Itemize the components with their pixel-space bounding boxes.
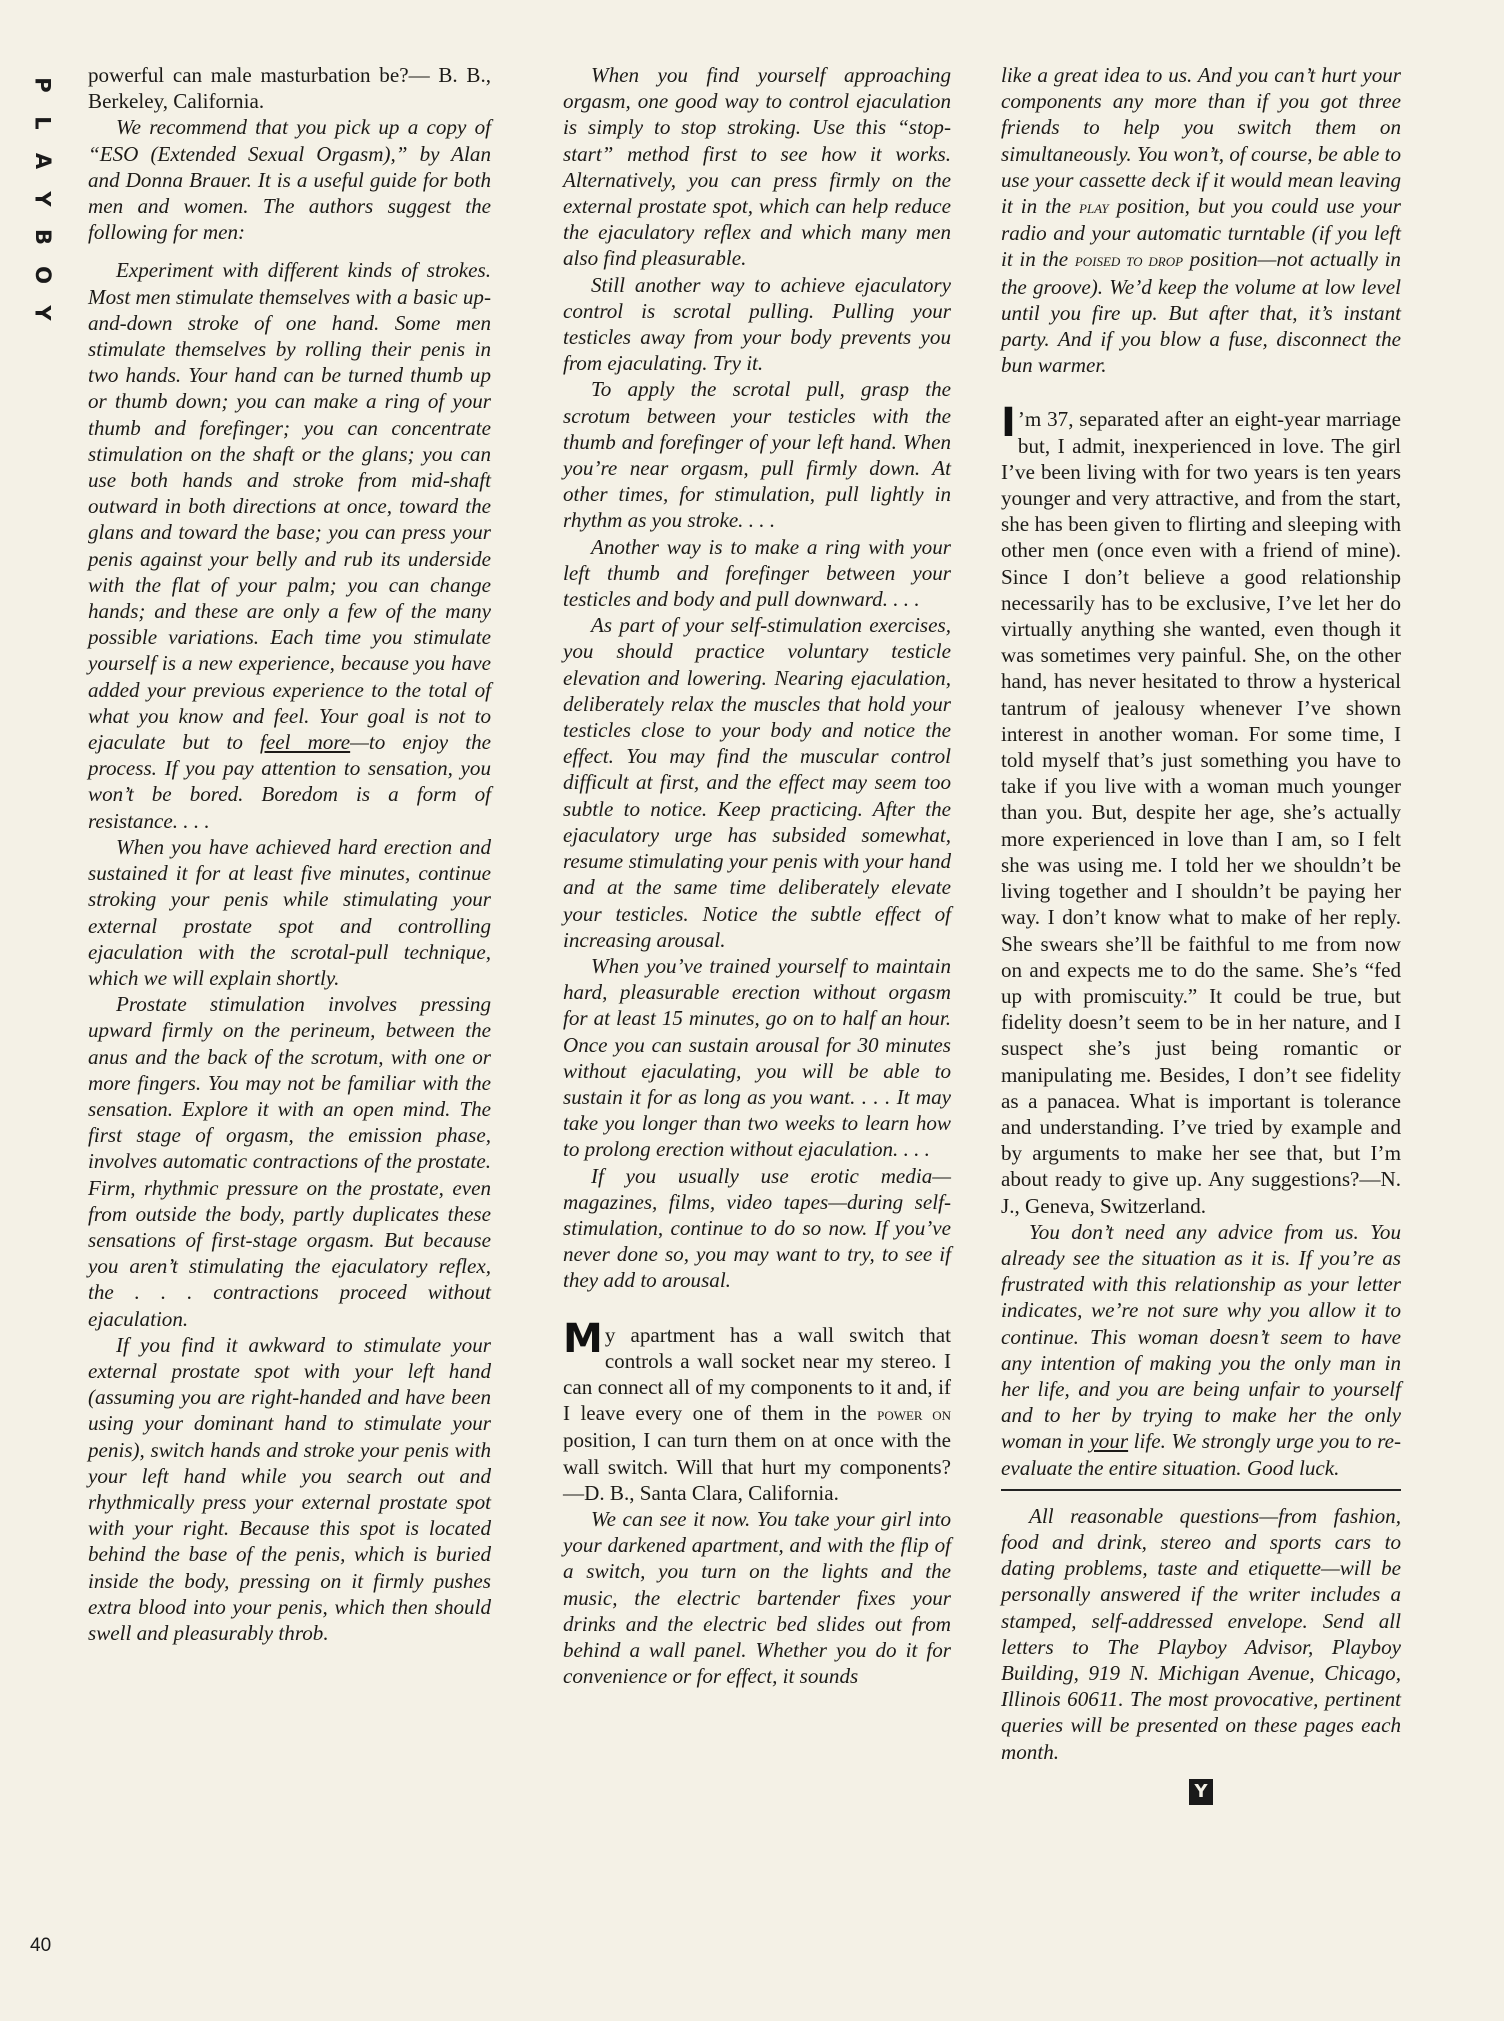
- masthead-letter: Y: [31, 305, 55, 321]
- question-text: powerful can male masturbation be?— B. B., Berkeley, California.: [88, 63, 491, 114]
- question-text: My apartment has a wall switch that controls a wall socket near my stereo. I can connect all of my components to it and, if I leave every one of them in the power on position, I can turn them on at once with the wall switch. Will that hurt my components?—D. B., Santa Clara, California.: [563, 1315, 951, 1505]
- masthead-letter: A: [30, 152, 55, 170]
- column-3: [1001, 62, 1401, 1805]
- submission-note: All reasonable questions—from fashion, food and drink, stereo and sports cars to dating problems, taste and etiquette—will be personally answered if the writer includes a stamped, self-addressed envelope. Send all letters to The Playboy Advisor, Playboy Building, 919 N. Michigan Avenue, Chicago, Illinois 60611. The most provocative, pertinent queries will be presented on these pages each month.: [1001, 1503, 1401, 1764]
- column-1: [88, 62, 491, 1646]
- masthead-letter: L: [30, 116, 55, 130]
- answer-text: like a great idea to us. And you can’t hurt your components any more than if you got three friends to help you switch them on simultaneously. You won’t, of course, be able to use your cassette deck if it would mean leaving it in the play position, but you could use your radio and your automatic turntable (if you left it in the poised to drop position—not actually in the groove). We’d keep the volume at low level until you fire up. But after that, it’s instant party. And if you blow a fuse, disconnect the bun warmer.: [1001, 63, 1401, 378]
- page-number: 40: [30, 1935, 52, 1956]
- quote-paragraph: Prostate stimulation involves pressing upward firmly on the perineum, between the anus and the back of the scrotum, with one or more fingers. You may not be familiar with the sensation. Explore it with an open mind. The first stage of orgasm, the emission phase, involves automatic contractions of the prostate. Firm, rhythmic pressure on the prostate, even from outside the body, partly duplicates these sensations of first-stage orgasm. But because you aren’t stimulating the ejaculatory reflex, the . . . contractions proceed without ejaculation.: [88, 992, 491, 1331]
- masthead-letter: P: [31, 77, 55, 93]
- quote-paragraph: If you find it awkward to stimulate your external prostate spot with your left hand (assuming you are right-handed and have been using your dominant hand to stimulate your penis), switch hands and stroke your penis with your left hand while you search out and rhythmically press your external prostate spot with your right. Because this spot is located behind the base of the penis, which is buried inside the body, pressing on it firmly pushes extra blood into your penis, which then should swell and pleasurably throb.: [88, 1332, 491, 1645]
- rabbit-end-mark-icon: Y: [1189, 1779, 1213, 1805]
- quote-paragraph: If you usually use erotic media— magazines, films, video tapes—during self-stimulation, continue to do so now. If you’ve never done so, you may want to try, to see if they add to arousal.: [563, 1163, 951, 1293]
- masthead-letter: Y: [31, 191, 55, 207]
- masthead-letter: O: [30, 266, 55, 284]
- quote-paragraph: Experiment with different kinds of strokes. Most men stimulate themselves with a basic up-and-down stroke of one hand. Some men stimulate themselves by rolling their penis in two hands. Your hand can be turned thumb up or thumb down; you can make a ring of your thumb and forefinger; you can concentrate stimulation on the shaft or the glans; you can use both hands and stroke from mid-shaft outward in both directions at once, toward the glans and toward the base; you can press your penis against your belly and rub its underside with the flat of your palm; you can change hands; and these are only a few of the many possible variations. Each time you stimulate yourself is a new experience, because you have added your previous experience to the total of what you know and feel. Your goal is not to ejaculate but to feel more—to enjoy the process. If you pay attention to sensation, you won’t be bored. Boredom is a form of resistance. . . .: [88, 258, 491, 833]
- drop-cap: I: [1001, 400, 1016, 447]
- divider-rule: [1001, 1489, 1401, 1491]
- answer-text: We recommend that you pick up a copy of “ESO (Extended Sexual Orgasm),” by Alan and Donna Brauer. It is a useful guide for both men and women. The authors suggest the following for men:: [88, 115, 491, 245]
- quote-paragraph: When you find yourself approaching orgasm, one good way to control ejaculation is simply to stop stroking. Use this “stop-start” method first to see how it works. Alternatively, you can press firmly on the external prostate spot, which can help reduce the ejaculatory reflex and which many men also find pleasurable.: [563, 63, 951, 271]
- masthead-letter: B: [30, 228, 55, 246]
- quote-paragraph: Still another way to achieve ejaculatory control is scrotal pulling. Pulling your testicles away from your body prevents you from ejaculating. Try it.: [563, 272, 951, 376]
- question-text: I ’m 37, separated after an eight-year marriage but, I admit, inexperienced in love. The girl I’ve been living with for two years is ten years younger and very attractive, and from the start, she has been given to flirting and sleeping with other men (once even with a friend of mine). Since I don’t believe a good relationship necessarily has to be exclusive, I’ve let her do virtually anything she wanted, even though it was sometimes very painful. She, on the other hand, has never hesitated to throw a hysterical tantrum of jealousy whenever I’ve shown interest in another woman. For some time, I told myself that’s just something you have to take if you live with a woman much younger than you. But, despite her age, she’s actually more experienced in love than I am, so I felt she was using me. I told her we shouldn’t be living together and I shouldn’t be paying her way. I don’t know what to make of her reply. She swears she’ll be faithful to me from now on and expects me to do the same. She’s “fed up with promiscuity.” It could be true, but fidelity doesn’t seem to be in her nature, and I suspect she’s just being romantic or manipulating me. Besides, I don’t see fidelity as a panacea. What is important is tolerance and understanding. I’ve tried by example and by arguments to make her see that, but I’m about ready to give up. Any suggestions?—N. J., Geneva, Switzerland.: [1001, 400, 1401, 1218]
- quote-paragraph: When you have achieved hard erection and sustained it for at least five minutes, continue stroking your penis while stimulating your external prostate spot and controlling ejaculation with the scrotal-pull technique, which we will explain shortly.: [88, 834, 491, 990]
- quote-paragraph: Another way is to make a ring with your left thumb and forefinger between your testicles and body and pull downward. . . .: [563, 534, 951, 612]
- column-2: [563, 62, 951, 1689]
- quote-paragraph: When you’ve trained yourself to maintain hard, pleasurable erection without orgasm for at least 15 minutes, go on to half an hour. Once you can sustain arousal for 30 minutes without ejaculating, you will be able to sustain it for as long as you want. . . . It may take you longer than two weeks to learn how to prolong erection without ejaculation. . . .: [563, 953, 951, 1162]
- drop-cap: M: [563, 1315, 603, 1362]
- answer-text: You don’t need any advice from us. You already see the situation as it is. If you’re as frustrated with this relationship as your letter indicates, we’re not sure why you allow it to continue. This woman doesn’t seem to have any intention of making you the only man in her life, and you are being unfair to yourself and to her by trying to make her the only woman in your life. We strongly urge you to re-evaluate the entire situation. Good luck.: [1001, 1219, 1402, 1480]
- quote-paragraph: To apply the scrotal pull, grasp the scrotum between your testicles with the thumb and forefinger of your left hand. When you’re near orgasm, pull firmly down. At other times, for stimulation, pull lightly in rhythm as you stroke. . . .: [563, 377, 951, 533]
- playboy-masthead: [28, 66, 58, 332]
- quote-paragraph: As part of your self-stimulation exercises, you should practice voluntary testicle elevation and lowering. Nearing ejaculation, deliberately relax the muscles that hold your testicles close to your body and notice the effect. You may find the muscular control difficult at first, and the effect may seem too subtle to notice. Keep practicing. After the ejaculatory urge has subsided somewhat, resume stimulating your penis with your hand and at the same time deliberately elevate your testicles. Notice the subtle effect of increasing arousal.: [563, 613, 951, 952]
- answer-text: We can see it now. You take your girl into your darkened apartment, and with the flip of a switch, you turn on the lights and the music, the electric bartender fixes your drinks and the electric bed slides out from behind a wall panel. Whether you do it for convenience or for effect, it sounds: [563, 1506, 951, 1689]
